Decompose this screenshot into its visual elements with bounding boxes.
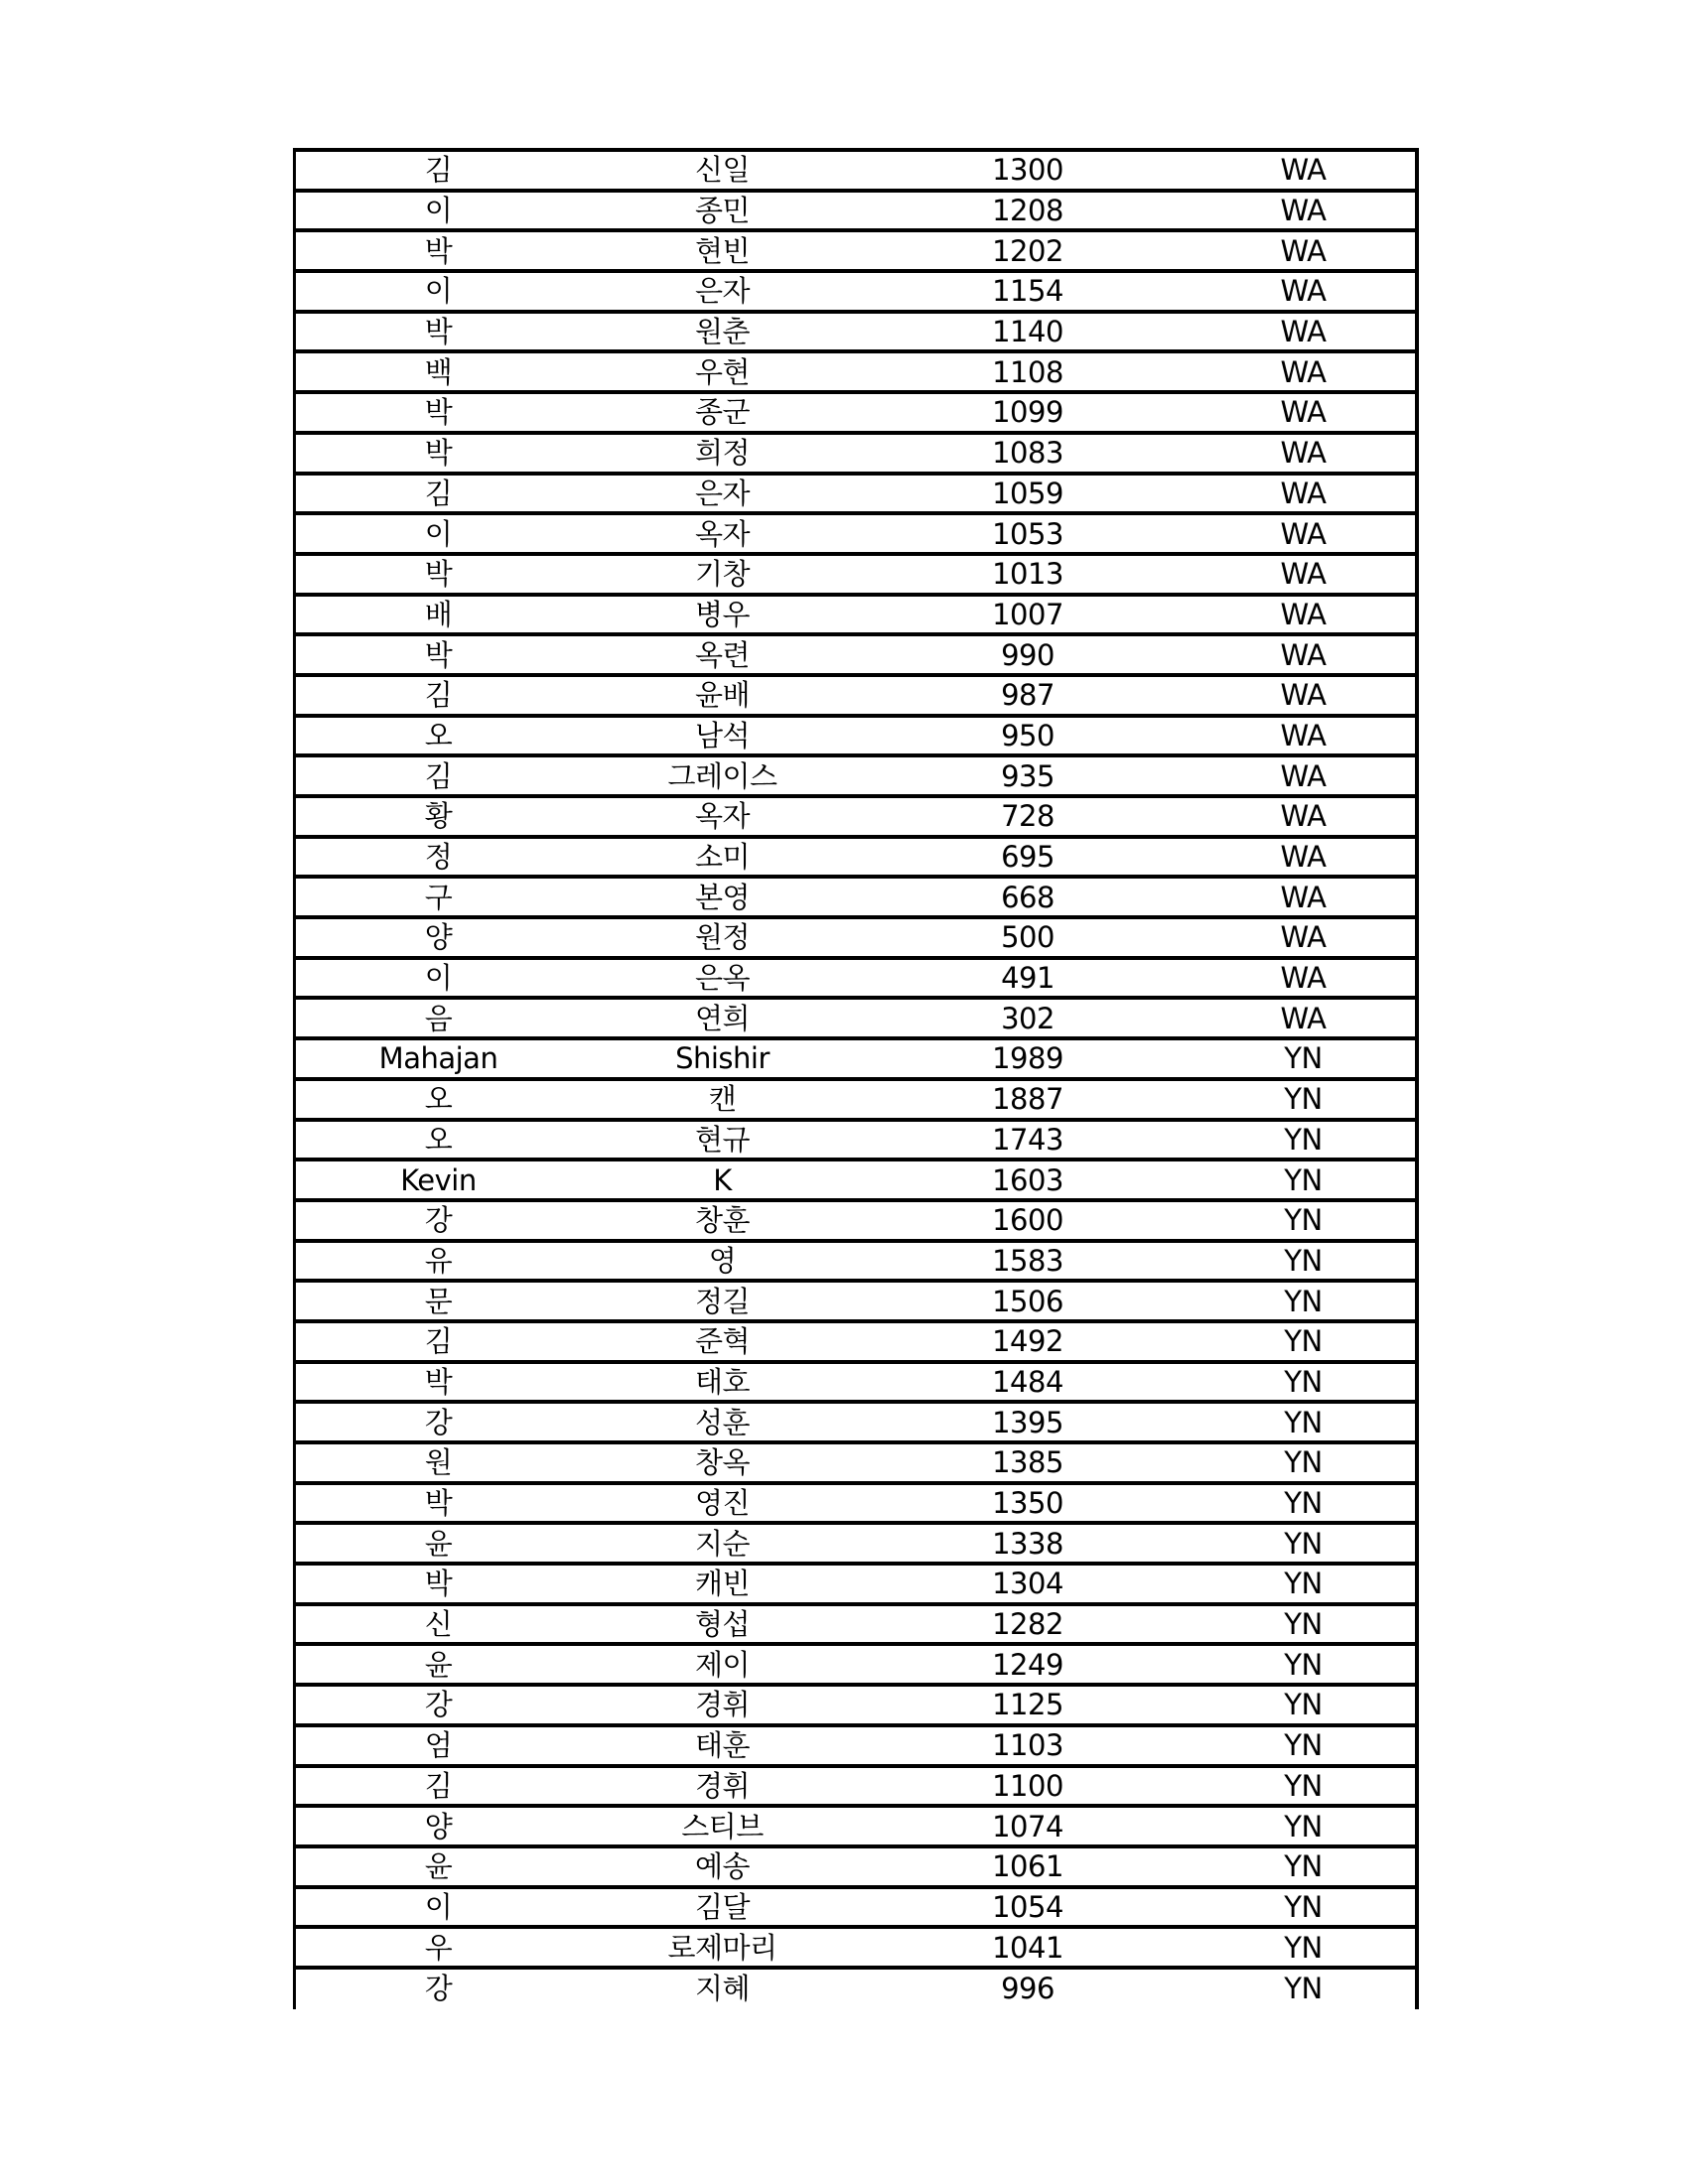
first-name-cell: 옥자 (581, 513, 864, 554)
last-name-cell: 박 (296, 433, 581, 474)
region-cell: WA (1192, 675, 1415, 716)
table-row (296, 230, 1415, 271)
table-row (296, 1120, 1415, 1160)
first-name-cell: 옥련 (581, 634, 864, 675)
first-name-cell: 영진 (581, 1483, 864, 1524)
last-name-cell: 음 (296, 998, 581, 1038)
score-cell: 1013 (864, 554, 1192, 595)
region-cell: YN (1192, 1968, 1415, 2008)
score-cell: 1154 (864, 271, 1192, 312)
last-name-cell: 강 (296, 1968, 581, 2008)
table-row (296, 1402, 1415, 1442)
table-row (296, 513, 1415, 554)
region-cell: WA (1192, 877, 1415, 917)
first-name-cell: 예송 (581, 1846, 864, 1887)
first-name-cell: 현규 (581, 1120, 864, 1160)
last-name-cell: 윤 (296, 1846, 581, 1887)
last-name-cell: 박 (296, 312, 581, 352)
region-cell: WA (1192, 595, 1415, 635)
region-cell: YN (1192, 1604, 1415, 1645)
score-cell: 1083 (864, 433, 1192, 474)
first-name-cell: 김달 (581, 1887, 864, 1928)
last-name-cell: 오 (296, 716, 581, 756)
first-name-cell: 종민 (581, 191, 864, 231)
region-cell: YN (1192, 1644, 1415, 1685)
region-cell: YN (1192, 1079, 1415, 1120)
first-name-cell: 옥자 (581, 796, 864, 837)
region-cell: WA (1192, 755, 1415, 796)
score-cell: 1304 (864, 1564, 1192, 1604)
first-name-cell: 준혁 (581, 1321, 864, 1362)
score-cell: 1053 (864, 513, 1192, 554)
score-cell: 1100 (864, 1766, 1192, 1807)
first-name-cell: 은자 (581, 474, 864, 514)
score-cell: 1103 (864, 1725, 1192, 1766)
table-row (296, 474, 1415, 514)
region-cell: YN (1192, 1402, 1415, 1442)
score-cell: 491 (864, 958, 1192, 999)
table-row (296, 312, 1415, 352)
region-cell: YN (1192, 1887, 1415, 1928)
first-name-cell: 경휘 (581, 1685, 864, 1725)
last-name-cell: 이 (296, 958, 581, 999)
table-row (296, 1523, 1415, 1564)
score-cell: 935 (864, 755, 1192, 796)
region-cell: WA (1192, 716, 1415, 756)
region-cell: YN (1192, 1725, 1415, 1766)
table-row (296, 1281, 1415, 1321)
table-row (296, 716, 1415, 756)
first-name-cell: 정길 (581, 1281, 864, 1321)
score-cell: 1600 (864, 1200, 1192, 1241)
last-name-cell: 신 (296, 1604, 581, 1645)
table-row (296, 837, 1415, 878)
first-name-cell: 신일 (581, 150, 864, 191)
table-row (296, 1321, 1415, 1362)
region-cell: YN (1192, 1120, 1415, 1160)
last-name-cell: 문 (296, 1281, 581, 1321)
table-row (296, 1725, 1415, 1766)
first-name-cell: 소미 (581, 837, 864, 878)
first-name-cell: 성훈 (581, 1402, 864, 1442)
table-row (296, 1079, 1415, 1120)
table-row (296, 1483, 1415, 1524)
first-name-cell: 현빈 (581, 230, 864, 271)
table-row (296, 958, 1415, 999)
first-name-cell: 그레이스 (581, 755, 864, 796)
region-cell: WA (1192, 433, 1415, 474)
last-name-cell: 김 (296, 150, 581, 191)
ranking-table-body (296, 150, 1415, 2008)
table-row (296, 675, 1415, 716)
score-cell: 1208 (864, 191, 1192, 231)
score-cell: 1125 (864, 1685, 1192, 1725)
first-name-cell: 스티브 (581, 1806, 864, 1846)
region-cell: WA (1192, 513, 1415, 554)
first-name-cell: 본영 (581, 877, 864, 917)
first-name-cell: 은자 (581, 271, 864, 312)
last-name-cell: 박 (296, 1564, 581, 1604)
last-name-cell: 김 (296, 755, 581, 796)
ranking-table-container (293, 148, 1419, 2009)
region-cell: WA (1192, 837, 1415, 878)
last-name-cell: 이 (296, 191, 581, 231)
score-cell: 1887 (864, 1079, 1192, 1120)
table-row (296, 1604, 1415, 1645)
last-name-cell: 윤 (296, 1523, 581, 1564)
table-row (296, 1968, 1415, 2008)
table-row (296, 1038, 1415, 1079)
score-cell: 987 (864, 675, 1192, 716)
last-name-cell: 박 (296, 230, 581, 271)
first-name-cell: K (581, 1160, 864, 1200)
first-name-cell: 종군 (581, 392, 864, 433)
table-row (296, 877, 1415, 917)
score-cell: 1007 (864, 595, 1192, 635)
score-cell: 1074 (864, 1806, 1192, 1846)
last-name-cell: 박 (296, 634, 581, 675)
last-name-cell: 배 (296, 595, 581, 635)
score-cell: 1743 (864, 1120, 1192, 1160)
table-row (296, 1442, 1415, 1483)
score-cell: 1989 (864, 1038, 1192, 1079)
first-name-cell: 태호 (581, 1362, 864, 1403)
table-row (296, 1644, 1415, 1685)
last-name-cell: 우 (296, 1927, 581, 1968)
score-cell: 1385 (864, 1442, 1192, 1483)
last-name-cell: 오 (296, 1079, 581, 1120)
first-name-cell: 캐빈 (581, 1564, 864, 1604)
score-cell: 1054 (864, 1887, 1192, 1928)
score-cell: 1059 (864, 474, 1192, 514)
region-cell: WA (1192, 998, 1415, 1038)
last-name-cell: 김 (296, 474, 581, 514)
table-row (296, 1160, 1415, 1200)
last-name-cell: 강 (296, 1685, 581, 1725)
score-cell: 1282 (864, 1604, 1192, 1645)
table-row (296, 998, 1415, 1038)
last-name-cell: 오 (296, 1120, 581, 1160)
first-name-cell: 지혜 (581, 1968, 864, 2008)
table-row (296, 150, 1415, 191)
table-row (296, 796, 1415, 837)
table-row (296, 271, 1415, 312)
first-name-cell: 형섭 (581, 1604, 864, 1645)
region-cell: WA (1192, 796, 1415, 837)
last-name-cell: 백 (296, 351, 581, 392)
last-name-cell: 박 (296, 554, 581, 595)
last-name-cell: 유 (296, 1241, 581, 1282)
region-cell: WA (1192, 191, 1415, 231)
first-name-cell: 기창 (581, 554, 864, 595)
score-cell: 1061 (864, 1846, 1192, 1887)
score-cell: 990 (864, 634, 1192, 675)
score-cell: 950 (864, 716, 1192, 756)
score-cell: 500 (864, 917, 1192, 958)
region-cell: YN (1192, 1806, 1415, 1846)
first-name-cell: 태훈 (581, 1725, 864, 1766)
score-cell: 302 (864, 998, 1192, 1038)
region-cell: WA (1192, 230, 1415, 271)
region-cell: WA (1192, 351, 1415, 392)
first-name-cell: 경휘 (581, 1766, 864, 1807)
region-cell: WA (1192, 392, 1415, 433)
last-name-cell: 양 (296, 1806, 581, 1846)
score-cell: 1583 (864, 1241, 1192, 1282)
table-row (296, 755, 1415, 796)
region-cell: YN (1192, 1927, 1415, 1968)
region-cell: WA (1192, 917, 1415, 958)
first-name-cell: 영 (581, 1241, 864, 1282)
last-name-cell: 양 (296, 917, 581, 958)
region-cell: WA (1192, 634, 1415, 675)
last-name-cell: 박 (296, 1483, 581, 1524)
region-cell: WA (1192, 312, 1415, 352)
table-row (296, 1241, 1415, 1282)
region-cell: YN (1192, 1564, 1415, 1604)
region-cell: YN (1192, 1846, 1415, 1887)
last-name-cell: 이 (296, 513, 581, 554)
score-cell: 728 (864, 796, 1192, 837)
first-name-cell: Shishir (581, 1038, 864, 1079)
first-name-cell: 창옥 (581, 1442, 864, 1483)
region-cell: YN (1192, 1281, 1415, 1321)
region-cell: YN (1192, 1200, 1415, 1241)
last-name-cell: 박 (296, 392, 581, 433)
table-row (296, 595, 1415, 635)
last-name-cell: 김 (296, 1766, 581, 1807)
region-cell: YN (1192, 1160, 1415, 1200)
region-cell: YN (1192, 1523, 1415, 1564)
score-cell: 1041 (864, 1927, 1192, 1968)
table-row (296, 1766, 1415, 1807)
table-row (296, 1362, 1415, 1403)
region-cell: YN (1192, 1038, 1415, 1079)
first-name-cell: 로제마리 (581, 1927, 864, 1968)
region-cell: YN (1192, 1483, 1415, 1524)
first-name-cell: 은옥 (581, 958, 864, 999)
last-name-cell: 황 (296, 796, 581, 837)
first-name-cell: 창훈 (581, 1200, 864, 1241)
last-name-cell: 김 (296, 675, 581, 716)
score-cell: 1202 (864, 230, 1192, 271)
region-cell: YN (1192, 1685, 1415, 1725)
table-row (296, 917, 1415, 958)
first-name-cell: 원춘 (581, 312, 864, 352)
score-cell: 1099 (864, 392, 1192, 433)
last-name-cell: 윤 (296, 1644, 581, 1685)
table-row (296, 1846, 1415, 1887)
last-name-cell: 강 (296, 1200, 581, 1241)
region-cell: YN (1192, 1442, 1415, 1483)
last-name-cell: Kevin (296, 1160, 581, 1200)
table-row (296, 1200, 1415, 1241)
first-name-cell: 윤배 (581, 675, 864, 716)
table-row (296, 634, 1415, 675)
region-cell: WA (1192, 554, 1415, 595)
score-cell: 1108 (864, 351, 1192, 392)
first-name-cell: 원정 (581, 917, 864, 958)
first-name-cell: 연희 (581, 998, 864, 1038)
first-name-cell: 남석 (581, 716, 864, 756)
table-row (296, 191, 1415, 231)
region-cell: YN (1192, 1766, 1415, 1807)
last-name-cell: 구 (296, 877, 581, 917)
score-cell: 1492 (864, 1321, 1192, 1362)
score-cell: 1350 (864, 1483, 1192, 1524)
first-name-cell: 제이 (581, 1644, 864, 1685)
region-cell: YN (1192, 1362, 1415, 1403)
last-name-cell: 강 (296, 1402, 581, 1442)
first-name-cell: 희정 (581, 433, 864, 474)
score-cell: 1338 (864, 1523, 1192, 1564)
score-cell: 1484 (864, 1362, 1192, 1403)
score-cell: 1506 (864, 1281, 1192, 1321)
table-row (296, 1564, 1415, 1604)
score-cell: 668 (864, 877, 1192, 917)
last-name-cell: 이 (296, 1887, 581, 1928)
last-name-cell: 원 (296, 1442, 581, 1483)
table-row (296, 554, 1415, 595)
last-name-cell: 이 (296, 271, 581, 312)
first-name-cell: 캔 (581, 1079, 864, 1120)
region-cell: YN (1192, 1241, 1415, 1282)
table-row (296, 1806, 1415, 1846)
region-cell: YN (1192, 1321, 1415, 1362)
last-name-cell: Mahajan (296, 1038, 581, 1079)
score-cell: 695 (864, 837, 1192, 878)
table-row (296, 392, 1415, 433)
last-name-cell: 정 (296, 837, 581, 878)
table-row (296, 433, 1415, 474)
score-cell: 1395 (864, 1402, 1192, 1442)
table-row (296, 1887, 1415, 1928)
last-name-cell: 엄 (296, 1725, 581, 1766)
first-name-cell: 우현 (581, 351, 864, 392)
table-row (296, 1685, 1415, 1725)
region-cell: WA (1192, 271, 1415, 312)
score-cell: 996 (864, 1968, 1192, 2008)
first-name-cell: 지순 (581, 1523, 864, 1564)
last-name-cell: 김 (296, 1321, 581, 1362)
region-cell: WA (1192, 958, 1415, 999)
region-cell: WA (1192, 150, 1415, 191)
score-cell: 1603 (864, 1160, 1192, 1200)
score-cell: 1249 (864, 1644, 1192, 1685)
score-cell: 1300 (864, 150, 1192, 191)
first-name-cell: 병우 (581, 595, 864, 635)
last-name-cell: 박 (296, 1362, 581, 1403)
region-cell: WA (1192, 474, 1415, 514)
table-row (296, 351, 1415, 392)
score-cell: 1140 (864, 312, 1192, 352)
ranking-table (296, 148, 1415, 2008)
table-row (296, 1927, 1415, 1968)
